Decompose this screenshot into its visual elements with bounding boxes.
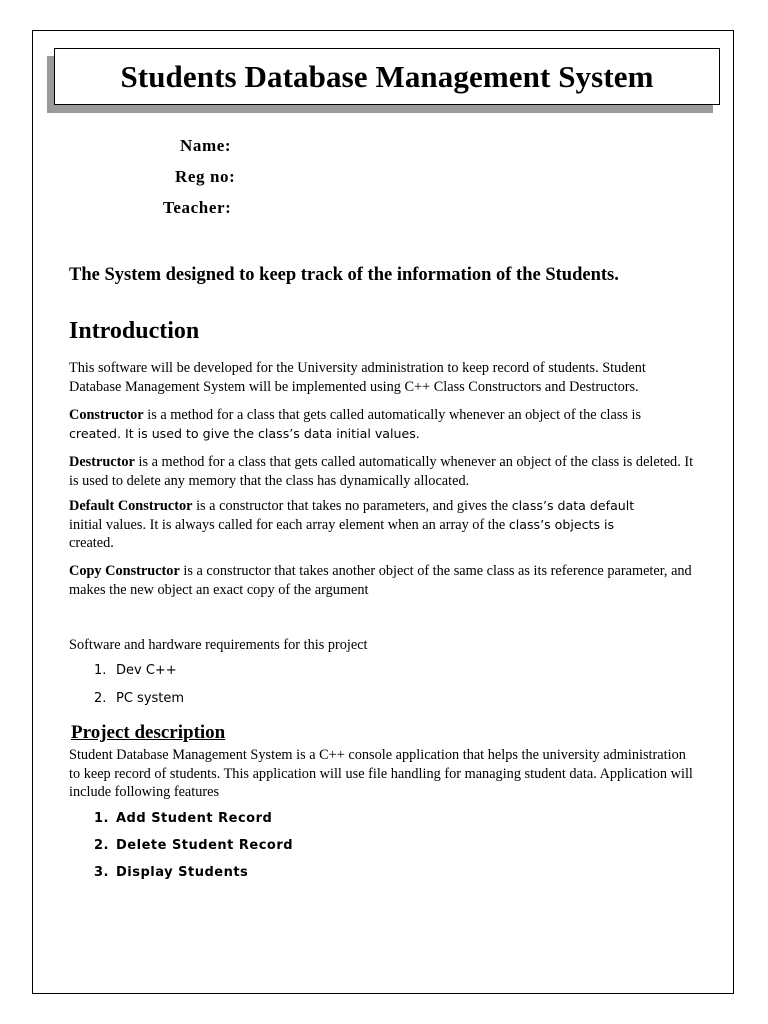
constructor-text-2: created. It is used to give the class’s data initial values. <box>69 425 420 441</box>
default-text-5: created. <box>69 535 114 552</box>
list-item-label: Delete Student Record <box>116 838 294 853</box>
destructor-paragraph <box>69 453 699 490</box>
copy-constructor-term: Copy Constructor <box>69 563 180 579</box>
list-item-label: PC system <box>116 691 185 706</box>
default-text-2: class’s data default <box>511 498 635 513</box>
project-description-heading: Project description <box>71 722 226 743</box>
list-item-label: Dev C++ <box>116 663 177 678</box>
list-item <box>94 690 184 718</box>
destructor-term: Destructor <box>69 454 135 470</box>
copy-constructor-paragraph <box>69 562 699 599</box>
default-text-3: initial values. It is always called for each array element when an array of the <box>69 516 509 533</box>
list-item <box>94 662 184 690</box>
reg-no-label: Reg no: <box>175 167 236 186</box>
constructor-text-1: is a method for a class that gets called automatically whenever an object of the class is <box>143 407 642 423</box>
list-item <box>94 837 293 864</box>
list-item-number: 2. <box>94 691 107 706</box>
name-label: Name: <box>180 136 232 155</box>
constructor-term: Constructor <box>69 407 144 423</box>
list-item-number: 1. <box>94 811 109 826</box>
default-text-1: is a constructor that takes no parameters, and gives the <box>192 498 512 514</box>
requirements-intro: Software and hardware requirements for this project <box>69 637 368 653</box>
list-item <box>94 810 293 837</box>
default-constructor-paragraph <box>69 497 699 553</box>
default-text-4: class’s objects is <box>508 516 615 532</box>
introduction-heading: Introduction <box>69 318 200 344</box>
teacher-label: Teacher: <box>163 198 232 217</box>
project-description-paragraph: Student Database Management System is a C++ console application that helps the university administration to keep record of students. This application will use file handling for managing student data. Application will include following features <box>69 747 693 801</box>
document-title: Students Database Management System <box>120 58 654 94</box>
list-item-label: Add Student Record <box>116 811 273 826</box>
introduction-paragraph: This software will be developed for the University administration to keep record of students. Student Database Management System will be implemented using C++ Class Constructors and Destructors. <box>69 360 646 395</box>
copy-constructor-text: is a constructor that takes another object of the same class as its reference parameter, and makes the new object an exact copy of the argument <box>69 563 692 598</box>
constructor-paragraph <box>69 406 699 443</box>
title-box <box>54 48 720 105</box>
default-constructor-term: Default Constructor <box>69 498 193 514</box>
destructor-text: is a method for a class that gets called automatically whenever an object of the class is deleted. It is used to delete any memory that the class has dynamically allocated. <box>69 454 694 489</box>
requirements-list <box>94 662 184 718</box>
list-item-number: 3. <box>94 865 109 880</box>
list-item-label: Display Students <box>116 865 249 880</box>
tagline: The System designed to keep track of the information of the Students. <box>69 265 619 285</box>
list-item-number: 2. <box>94 838 109 853</box>
list-item <box>94 864 293 891</box>
features-list <box>94 810 293 891</box>
list-item-number: 1. <box>94 663 107 678</box>
